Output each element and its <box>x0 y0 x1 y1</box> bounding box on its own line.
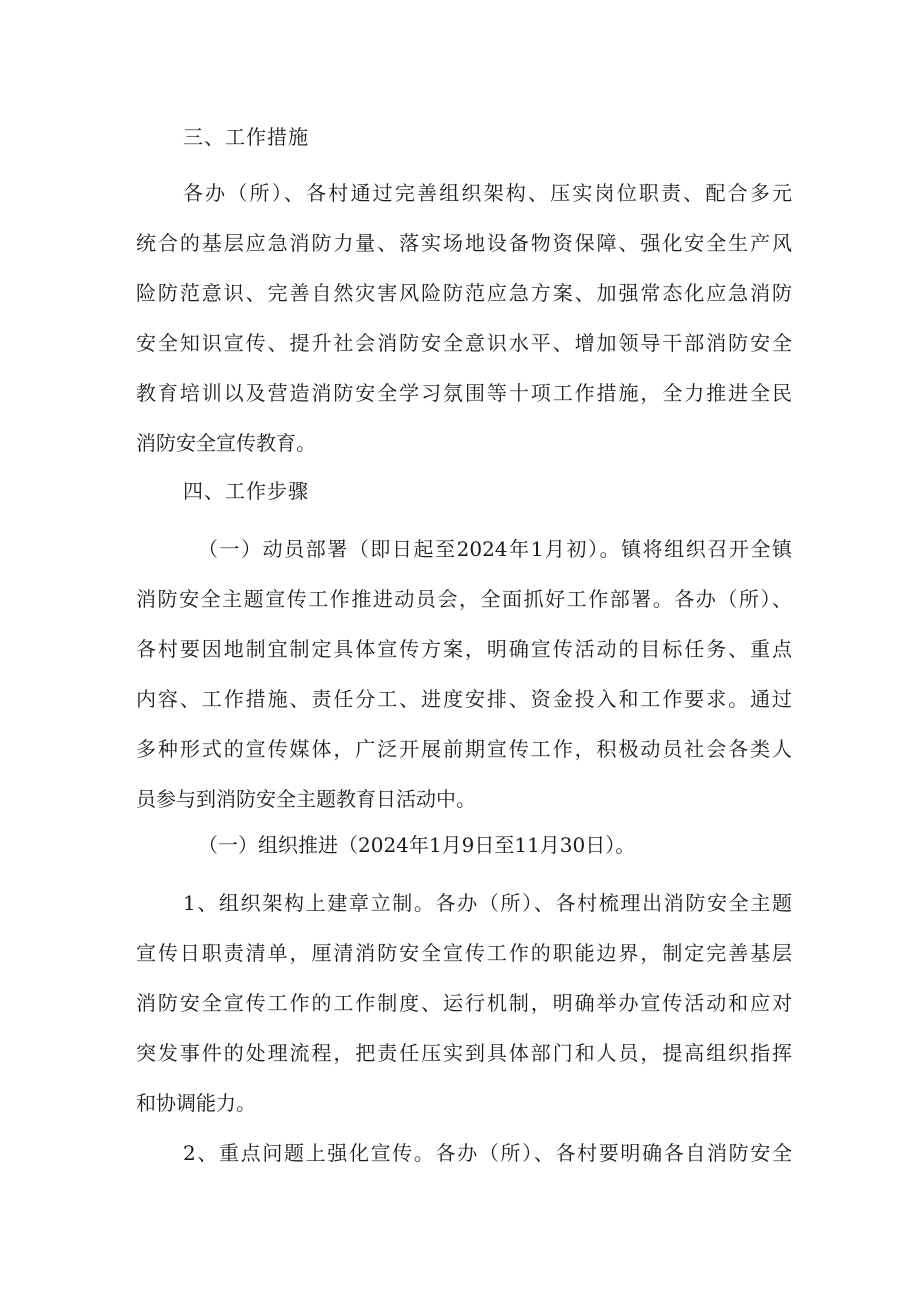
paragraph-line: 险防范意识、完善自然灾害风险防范应急方案、加强常态化应急消防 <box>136 281 792 305</box>
paragraph-line: 各办（所）、各村通过完善组织架构、压实岗位职责、配合多元 <box>183 181 792 205</box>
paragraph-line: 消防安全宣传教育。 <box>136 431 316 455</box>
paragraph-line: 2、重点问题上强化宣传。各办（所）、各村要明确各自消防安全 <box>183 1141 792 1165</box>
paragraph-line: 统合的基层应急消防力量、落实场地设备物资保障、强化安全生产风 <box>136 231 792 255</box>
paragraph-line: 安全知识宣传、提升社会消防安全意识水平、增加领导干部消防安全 <box>136 331 792 355</box>
item-2-paragraph <box>136 1140 792 1190</box>
section-4-heading: 四、工作步骤 <box>183 479 309 503</box>
paragraph-line: 教育培训以及营造消防安全学习氛围等十项工作措施，全力推进全民 <box>136 381 792 405</box>
paragraph-line: 和协调能力。 <box>136 1091 256 1115</box>
paragraph-line: 各村要因地制宜制定具体宣传方案，明确宣传活动的目标任务、重点 <box>136 637 792 661</box>
paragraph-line: 宣传日职责清单，厘清消防安全宣传工作的职能边界，制定完善基层 <box>136 941 792 965</box>
item-1-paragraph <box>136 890 792 1140</box>
paragraph-line: （一）组织推进（2024年1月9日至11月30日）。 <box>198 833 636 857</box>
paragraph-line: （一）动员部署（即日起至2024年1月初）。镇将组织召开全镇 <box>198 537 792 561</box>
paragraph-line: 突发事件的处理流程，把责任压实到具体部门和人员，提高组织指挥 <box>136 1041 792 1065</box>
paragraph-line: 消防安全主题宣传工作推进动员会，全面抓好工作部署。各办（所）、 <box>136 587 792 611</box>
step-2-paragraph <box>136 832 792 882</box>
paragraph-line: 内容、工作措施、责任分工、进度安排、资金投入和工作要求。通过 <box>136 687 792 711</box>
paragraph-line: 员参与到消防安全主题教育日活动中。 <box>136 787 476 811</box>
paragraph-line: 1、组织架构上建章立制。各办（所）、各村梳理出消防安全主题 <box>183 891 792 915</box>
step-1-paragraph <box>136 536 792 836</box>
section-3-heading: 三、工作措施 <box>183 125 309 149</box>
paragraph-line: 多种形式的宣传媒体，广泛开展前期宣传工作，积极动员社会各类人 <box>136 737 792 761</box>
section-3-paragraph <box>136 180 792 480</box>
paragraph-line: 消防安全宣传工作的工作制度、运行机制，明确举办宣传活动和应对 <box>136 991 792 1015</box>
